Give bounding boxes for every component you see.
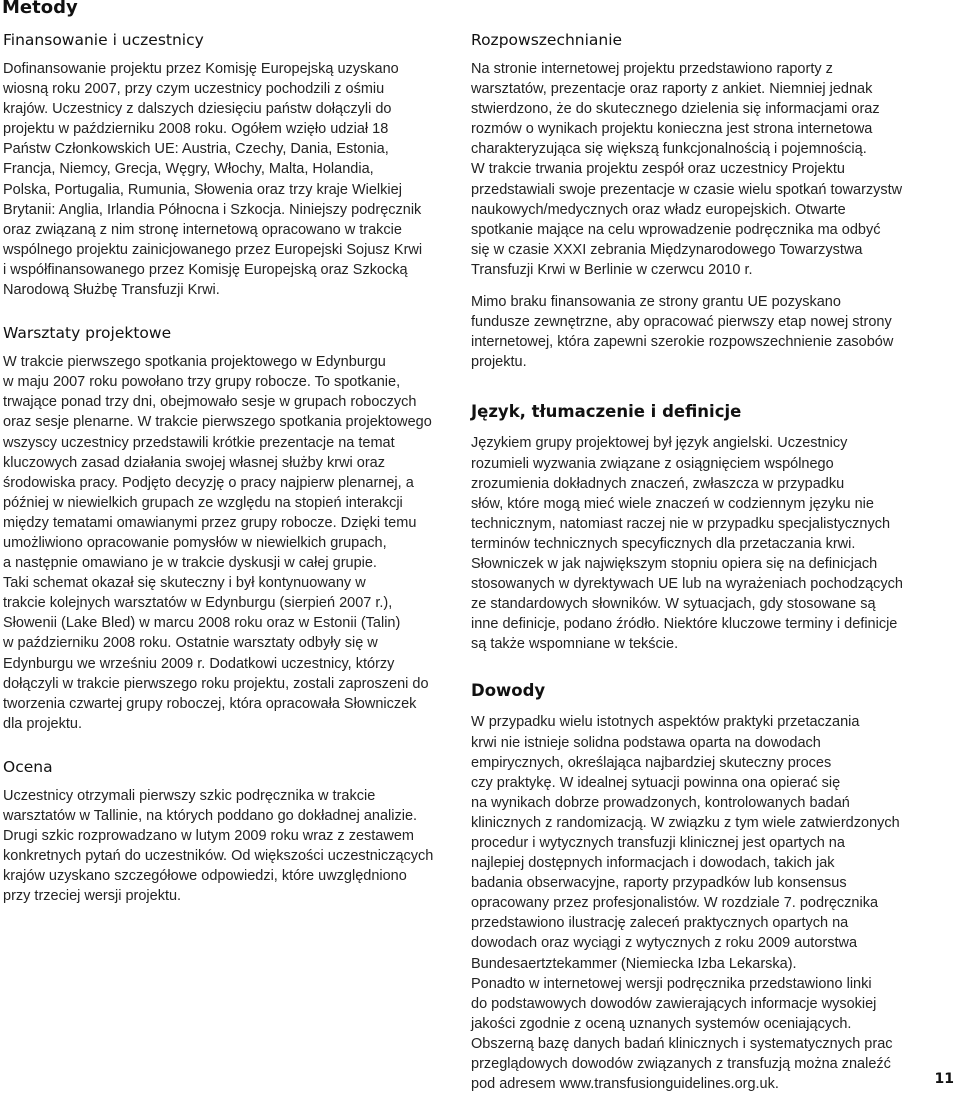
dissemination-heading: Rozpowszechnianie xyxy=(471,31,623,49)
evidence-text: W przypadku wielu istotnych aspektów praktyki przetaczania krwi nie istnieje solidna podstawa oparta na dowodach empirycznych, określająca najbardziej skuteczny proces czy praktykę. W idealnej sytuacji powinna ona opierać się na wynikach dobrze prowadzonych, kontrolowanych badań klinicznych z randomizacją. W związku z tym wiele zatwierdzonych procedur i wytycznych transfuzji klinicznej jest opartych na najlepiej dostępnych informacjach i dowodach, takich jak badania obserwacyjne, raporty przypadków lub konsensus opracowany przez profesjonalistów. W rozdziale 7. podręcznika przedstawiono ilustrację zaleceń praktycznych opartych na dowodach oraz wyciągi z wytycznych z roku 2009 autorstwa Bundesaertztekammer (Niemiecka Izba Lekarska). Ponadto w internetowej wersji podręcznika przedstawiono linki do podstawowych dowodów zawierających informacje wysokiej jakości zgodnie z oceną uznanych systemów oceniających. Obszerną bazę danych badań klinicznych i systematycznych prac przeglądowych dowodów związanych z transfuzją można znaleźć pod adresem www.transfusionguidelines.org.uk. xyxy=(471,714,900,1093)
left-column xyxy=(3,27,453,906)
section-language xyxy=(471,399,941,654)
financing-text: Dofinansowanie projektu przez Komisję Europejską uzyskano wiosną roku 2007, przy czym uczestnicy pochodzili z ośmiu krajów. Uczestnicy z dalszych dziesięciu państw dołączyli do projektu w październiku 2008 roku. Ogółem wzięło udział 18 Państw Członkowskich UE: Austria, Czechy, Dania, Estonia, Francja, Niemcy, Grecja, Węgry, Włochy, Malta, Holandia, Polska, Portugalia, Rumunia, Słowenia oraz trzy kraje Wielkiej Brytanii: Anglia, Irlandia Północna i Szkocja. Niniejszy podręcznik oraz związaną z nim stronę internetową opracowano w trakcie wspólnego projektu zainicjowanego przez Europejski Sojusz Krwi i współfinansowanego przez Komisję Europejską oraz Szkocką Narodową Służbę Transfuzji Krwi. xyxy=(3,61,423,299)
language-text: Językiem grupy projektowej był język angielski. Uczestnicy rozumieli wyzwania związane z osiągnięciem wspólnego zrozumienia dokładnych znaczeń, zwłaszcza w przypadku słów, które mogą mieć wiele znaczeń w codziennym języku nie technicznym, natomiast raczej nie w przypadku specjalistycznych terminów technicznych specyficznych dla przetaczania krwi. Słowniczek w jak największym stopniu opiera się na definicjach stosowanych w dyrektywach UE lub na wyrażeniach pochodzących ze standardowych słowników. W sytuacjach, gdy stosowane są inne definicje, podano źródło. Niektóre kluczowe terminy i definicje są także wspomniane w tekście. xyxy=(471,435,903,653)
evidence-heading: Dowody xyxy=(471,681,546,701)
section-evidence xyxy=(471,678,941,1094)
workshops-text: W trakcie pierwszego spotkania projektowego w Edynburgu w maju 2007 roku powołano trzy grupy robocze. To spotkanie, trwające ponad trzy dni, obejmowało sesje w grupach roboczych oraz sesje plenarne. W trakcie pierwszego spotkania projektowego wszyscy uczestnicy przedstawili krótkie prezentacje na temat kluczowych zasad działania swojej własnej służby krwi oraz środowiska pracy. Podjęto decyzję o pracy najpierw plenarnej, a później w niewielkich grupach ze względu na stopień interakcji między tematami omawianymi przez grupy robocze. Dzięki temu umożliwiono opracowanie pomysłów w niewielkich grupach, a następnie omawiano je w trakcie dyskusji w całej grupie. Taki schemat okazał się skuteczny i był kontynuowany w trakcie kolejnych warsztatów w Edynburgu (sierpień 2007 r.), Słowenii (Lake Bled) w marcu 2008 roku oraz w Estonii (Talin) w październiku 2008 roku. Ostatnie warsztaty odbyły się w Edynburgu we wrześniu 2009 r. Dodatkowi uczestnicy, którzy dołączyli w trakcie pierwszego roku projektu, zostali zaproszeni do tworzenia czwartej grupy roboczej, która opracowała Słowniczek dla projektu. xyxy=(3,354,432,732)
evaluation-text: Uczestnicy otrzymali pierwszy szkic podręcznika w trakcie warsztatów w Tallinie, na których poddano go dokładnej analizie. Drugi szkic rozprowadzano w lutym 2009 roku wraz z zestawem konkretnych pytań do uczestników. Od większości uczestniczących krajów uzyskano szczegółowe odpowiedzi, które uwzględniono przy trzeciej wersji projektu. xyxy=(3,787,434,905)
page-number: 11 xyxy=(934,1071,954,1087)
section-workshops xyxy=(3,320,453,734)
financing-heading: Finansowanie i uczestnicy xyxy=(3,31,204,49)
section-evaluation xyxy=(3,754,453,907)
section-dissemination xyxy=(471,27,941,372)
page-title: Metody xyxy=(2,0,78,18)
section-financing xyxy=(3,27,453,300)
language-heading: Język, tłumaczenie i definicje xyxy=(471,402,742,422)
workshops-heading: Warsztaty projektowe xyxy=(3,324,172,343)
evaluation-heading: Ocena xyxy=(3,757,53,776)
right-column xyxy=(471,27,941,1094)
dissemination-text-2: Mimo braku finansowania ze strony grantu UE pozyskano fundusze zewnętrzne, aby opracować pierwszy etap nowej strony internetowej, która zapewni szerokie rozpowszechnienie zasobów projektu. xyxy=(471,294,894,371)
dissemination-text-1: Na stronie internetowej projektu przedstawiono raporty z warsztatów, prezentacje oraz raporty z ankiet. Niemniej jednak stwierdzono, że do skutecznego dzielenia się informacjami oraz rozmów o wynikach projektu konieczna jest strona internetowa charakteryzująca się większą funkcjonalnością i pojemnością. W trakcie trwania projektu zespół oraz uczestnicy Projektu przedstawiali swoje prezentacje w czasie wielu spotkań towarzystw naukowych/medycznych oraz władz europejskich. Otwarte spotkanie mające na celu wprowadzenie podręcznika ma odbyć się w czasie XXXI zebrania Międzynarodowego Towarzystwa Transfuzji Krwi w Berlinie w czerwcu 2010 r. xyxy=(471,61,903,278)
